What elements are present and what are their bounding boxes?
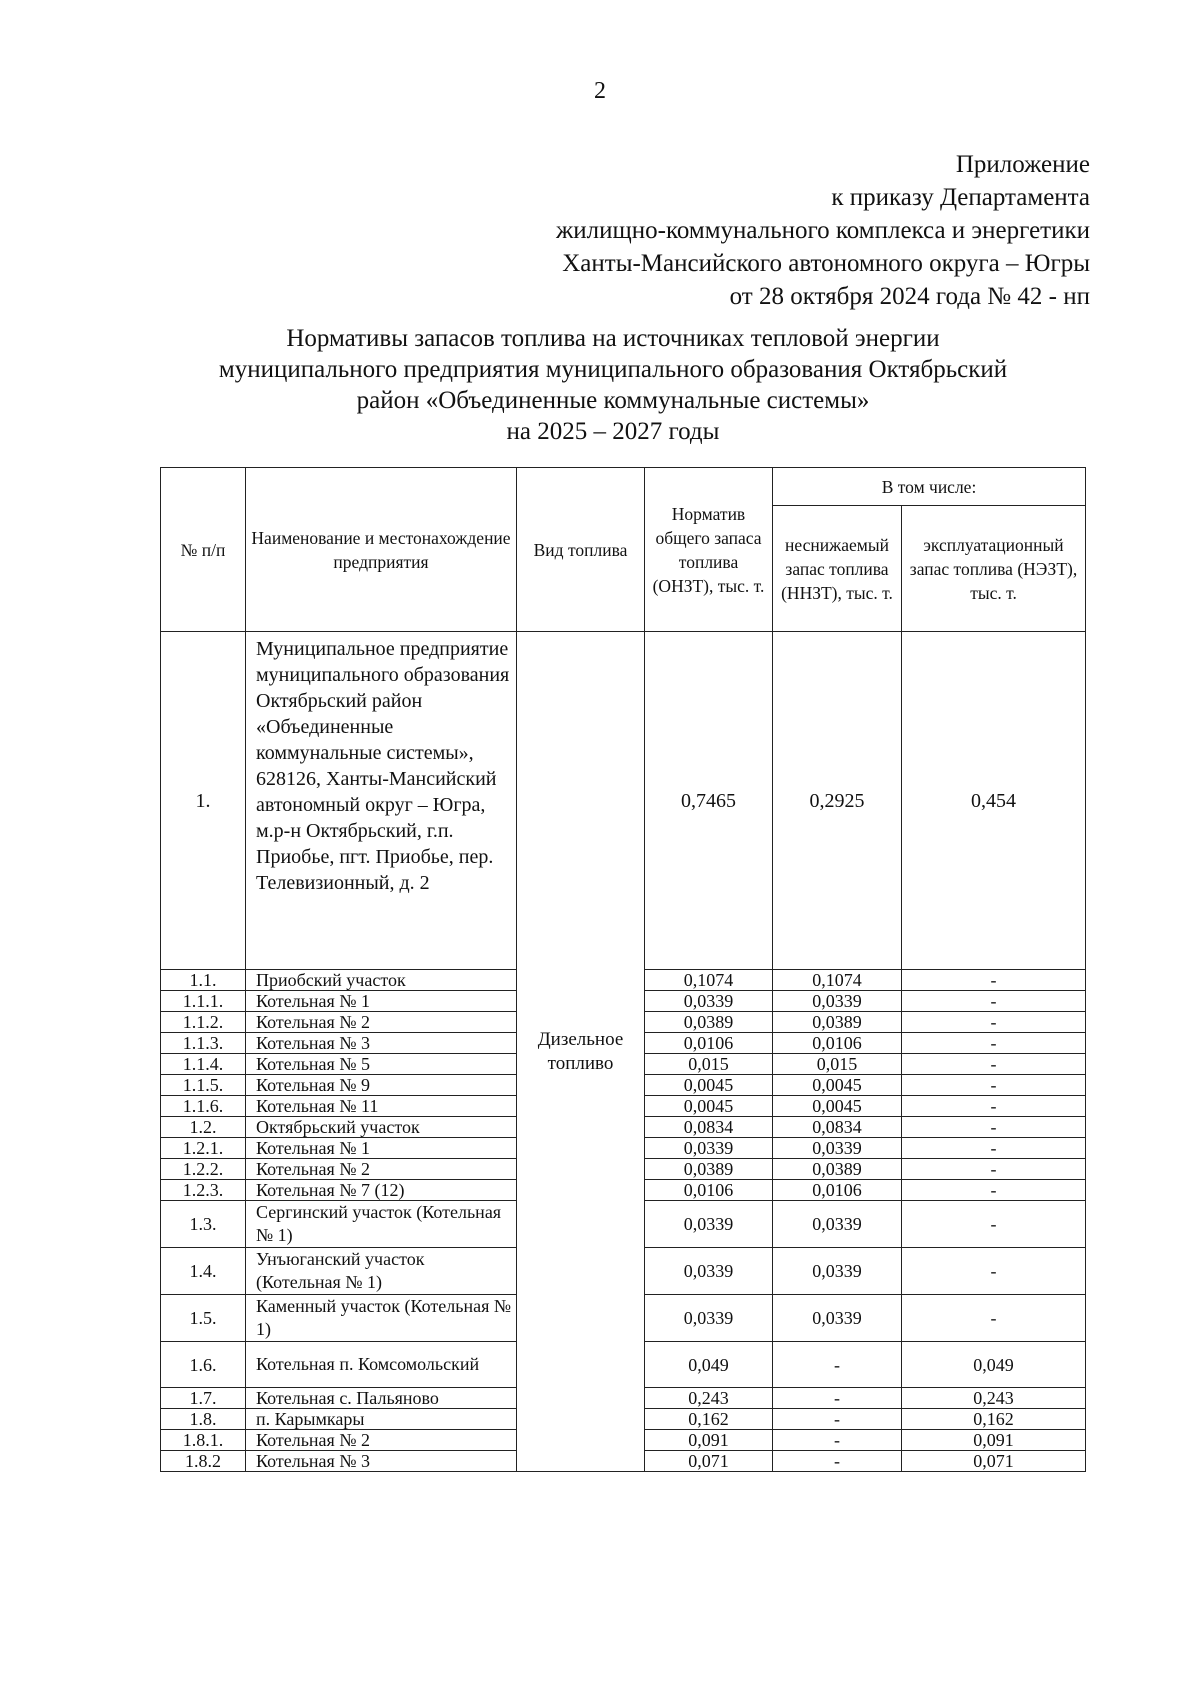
row-onzt: 0,7465 bbox=[645, 632, 773, 970]
row-num: 1.5. bbox=[161, 1295, 246, 1342]
row-name: Котельная № 9 bbox=[246, 1075, 517, 1096]
row-onzt: 0,091 bbox=[645, 1430, 773, 1451]
row-name: Котельная № 7 (12) bbox=[246, 1180, 517, 1201]
row-name: Котельная № 5 bbox=[246, 1054, 517, 1075]
row-nezt: - bbox=[902, 1117, 1086, 1138]
header-nnzt: неснижаемый запас топлива (ННЗТ), тыс. т. bbox=[773, 506, 902, 632]
appendix-header bbox=[390, 148, 1090, 313]
row-num: 1.8.1. bbox=[161, 1430, 246, 1451]
row-name: Котельная № 1 bbox=[246, 1138, 517, 1159]
row-nezt: - bbox=[902, 991, 1086, 1012]
row-nezt: 0,071 bbox=[902, 1451, 1086, 1472]
row-num: 1.8.2 bbox=[161, 1451, 246, 1472]
row-nnzt: 0,0106 bbox=[773, 1180, 902, 1201]
row-nezt: - bbox=[902, 1138, 1086, 1159]
fuel-reserves-table bbox=[160, 467, 1086, 1472]
row-num: 1.2. bbox=[161, 1117, 246, 1138]
page-number: 2 bbox=[594, 78, 606, 104]
row-onzt: 0,071 bbox=[645, 1451, 773, 1472]
row-nezt: 0,091 bbox=[902, 1430, 1086, 1451]
row-nezt: - bbox=[902, 1054, 1086, 1075]
row-onzt: 0,0389 bbox=[645, 1159, 773, 1180]
row-name: Сергинский участок (Котельная № 1) bbox=[246, 1201, 517, 1248]
row-nnzt: 0,0106 bbox=[773, 1033, 902, 1054]
row-nezt: - bbox=[902, 1248, 1086, 1295]
title-line: Нормативы запасов топлива на источниках тепловой энергии bbox=[286, 325, 940, 352]
row-nnzt: 0,0339 bbox=[773, 1138, 902, 1159]
row-nnzt: 0,0339 bbox=[773, 1248, 902, 1295]
row-nnzt: 0,0834 bbox=[773, 1117, 902, 1138]
row-nnzt: 0,0389 bbox=[773, 1159, 902, 1180]
row-nnzt: 0,0389 bbox=[773, 1012, 902, 1033]
row-num: 1.1.6. bbox=[161, 1096, 246, 1117]
row-nezt: 0,243 bbox=[902, 1388, 1086, 1409]
row-onzt: 0,0106 bbox=[645, 1180, 773, 1201]
row-nezt: 0,454 bbox=[902, 632, 1086, 970]
row-nezt: - bbox=[902, 1295, 1086, 1342]
row-onzt: 0,015 bbox=[645, 1054, 773, 1075]
row-onzt: 0,0106 bbox=[645, 1033, 773, 1054]
row-name: Котельная № 3 bbox=[246, 1451, 517, 1472]
row-name: Каменный участок (Котельная № 1) bbox=[246, 1295, 517, 1342]
row-nnzt: - bbox=[773, 1430, 902, 1451]
row-onzt: 0,0389 bbox=[645, 1012, 773, 1033]
row-num: 1.1.2. bbox=[161, 1012, 246, 1033]
row-name: Унъюганский участок (Котельная № 1) bbox=[246, 1248, 517, 1295]
row-name: Октябрьский участок bbox=[246, 1117, 517, 1138]
row-onzt: 0,0339 bbox=[645, 1201, 773, 1248]
row-num: 1.1. bbox=[161, 970, 246, 991]
row-name: Котельная № 11 bbox=[246, 1096, 517, 1117]
row-onzt: 0,0045 bbox=[645, 1096, 773, 1117]
row-nezt: 0,162 bbox=[902, 1409, 1086, 1430]
row-nezt: - bbox=[902, 1201, 1086, 1248]
document-title bbox=[148, 323, 1078, 447]
row-nnzt: 0,015 bbox=[773, 1054, 902, 1075]
row-num: 1. bbox=[161, 632, 246, 970]
row-nnzt: 0,0339 bbox=[773, 1295, 902, 1342]
row-name: п. Карымкары bbox=[246, 1409, 517, 1430]
row-nnzt: - bbox=[773, 1409, 902, 1430]
appendix-line: Ханты-Мансийского автономного округа – Югры bbox=[562, 250, 1090, 277]
row-nezt: - bbox=[902, 1180, 1086, 1201]
row-nnzt: 0,0045 bbox=[773, 1096, 902, 1117]
row-onzt: 0,0834 bbox=[645, 1117, 773, 1138]
row-num: 1.1.1. bbox=[161, 991, 246, 1012]
row-onzt: 0,0339 bbox=[645, 991, 773, 1012]
row-onzt: 0,0339 bbox=[645, 1295, 773, 1342]
row-num: 1.2.2. bbox=[161, 1159, 246, 1180]
row-nnzt: 0,1074 bbox=[773, 970, 902, 991]
title-line: на 2025 – 2027 годы bbox=[506, 418, 720, 445]
title-line: район «Объединенные коммунальные системы» bbox=[356, 387, 870, 414]
row-name: Котельная № 2 bbox=[246, 1159, 517, 1180]
row-onzt: 0,0339 bbox=[645, 1248, 773, 1295]
row-num: 1.1.5. bbox=[161, 1075, 246, 1096]
row-num: 1.1.3. bbox=[161, 1033, 246, 1054]
header-including: В том числе: bbox=[773, 468, 1086, 506]
row-nezt: - bbox=[902, 1012, 1086, 1033]
appendix-line: к приказу Департамента bbox=[831, 184, 1090, 211]
title-line: муниципального предприятия муниципального образования Октябрьский bbox=[218, 356, 1008, 383]
row-name: Котельная № 2 bbox=[246, 1012, 517, 1033]
row-num: 1.1.4. bbox=[161, 1054, 246, 1075]
row-onzt: 0,0339 bbox=[645, 1138, 773, 1159]
row-nnzt: - bbox=[773, 1388, 902, 1409]
appendix-line: от 28 октября 2024 года № 42 - нп bbox=[729, 283, 1090, 310]
row-onzt: 0,0045 bbox=[645, 1075, 773, 1096]
row-nnzt: - bbox=[773, 1342, 902, 1388]
row-num: 1.4. bbox=[161, 1248, 246, 1295]
row-nnzt: 0,0339 bbox=[773, 991, 902, 1012]
row-num: 1.2.1. bbox=[161, 1138, 246, 1159]
fuel-type-cell: Дизельное топливо bbox=[517, 632, 645, 1472]
row-onzt: 0,1074 bbox=[645, 970, 773, 991]
row-name: Котельная № 2 bbox=[246, 1430, 517, 1451]
header-onzt: Норматив общего запаса топлива (ОНЗТ), тыс. т. bbox=[645, 468, 773, 632]
row-num: 1.6. bbox=[161, 1342, 246, 1388]
row-nezt: - bbox=[902, 1159, 1086, 1180]
row-num: 1.2.3. bbox=[161, 1180, 246, 1201]
row-num: 1.8. bbox=[161, 1409, 246, 1430]
row-onzt: 0,243 bbox=[645, 1388, 773, 1409]
row-num: 1.7. bbox=[161, 1388, 246, 1409]
row-nezt: 0,049 bbox=[902, 1342, 1086, 1388]
row-nnzt: - bbox=[773, 1451, 902, 1472]
header-name: Наименование и местонахождение предприятия bbox=[246, 468, 517, 632]
row-nezt: - bbox=[902, 970, 1086, 991]
header-num: № п/п bbox=[161, 468, 246, 632]
row-name: Котельная с. Пальяново bbox=[246, 1388, 517, 1409]
row-nezt: - bbox=[902, 1033, 1086, 1054]
row-name: Приобский участок bbox=[246, 970, 517, 991]
row-nezt: - bbox=[902, 1096, 1086, 1117]
header-fuel: Вид топлива bbox=[517, 468, 645, 632]
appendix-line: жилищно-коммунального комплекса и энергетики bbox=[556, 217, 1090, 244]
row-onzt: 0,162 bbox=[645, 1409, 773, 1430]
row-nnzt: 0,2925 bbox=[773, 632, 902, 970]
row-name: Муниципальное предприятие муниципального образования Октябрьский район «Объединенные коммунальные системы», 628126, Ханты-Мансийский автономный округ – Югра, м.р-н Октябрьский, г.п. Приобье, пгт. Приобье, пер. Телевизионный, д. 2 bbox=[246, 632, 517, 970]
row-name: Котельная п. Комсомольский bbox=[246, 1342, 517, 1388]
row-nnzt: 0,0045 bbox=[773, 1075, 902, 1096]
row-onzt: 0,049 bbox=[645, 1342, 773, 1388]
row-nnzt: 0,0339 bbox=[773, 1201, 902, 1248]
row-nezt: - bbox=[902, 1075, 1086, 1096]
appendix-line: Приложение bbox=[955, 151, 1090, 178]
row-num: 1.3. bbox=[161, 1201, 246, 1248]
header-nezt: эксплуатационный запас топлива (НЭЗТ), тыс. т. bbox=[902, 506, 1086, 632]
row-name: Котельная № 3 bbox=[246, 1033, 517, 1054]
row-name: Котельная № 1 bbox=[246, 991, 517, 1012]
